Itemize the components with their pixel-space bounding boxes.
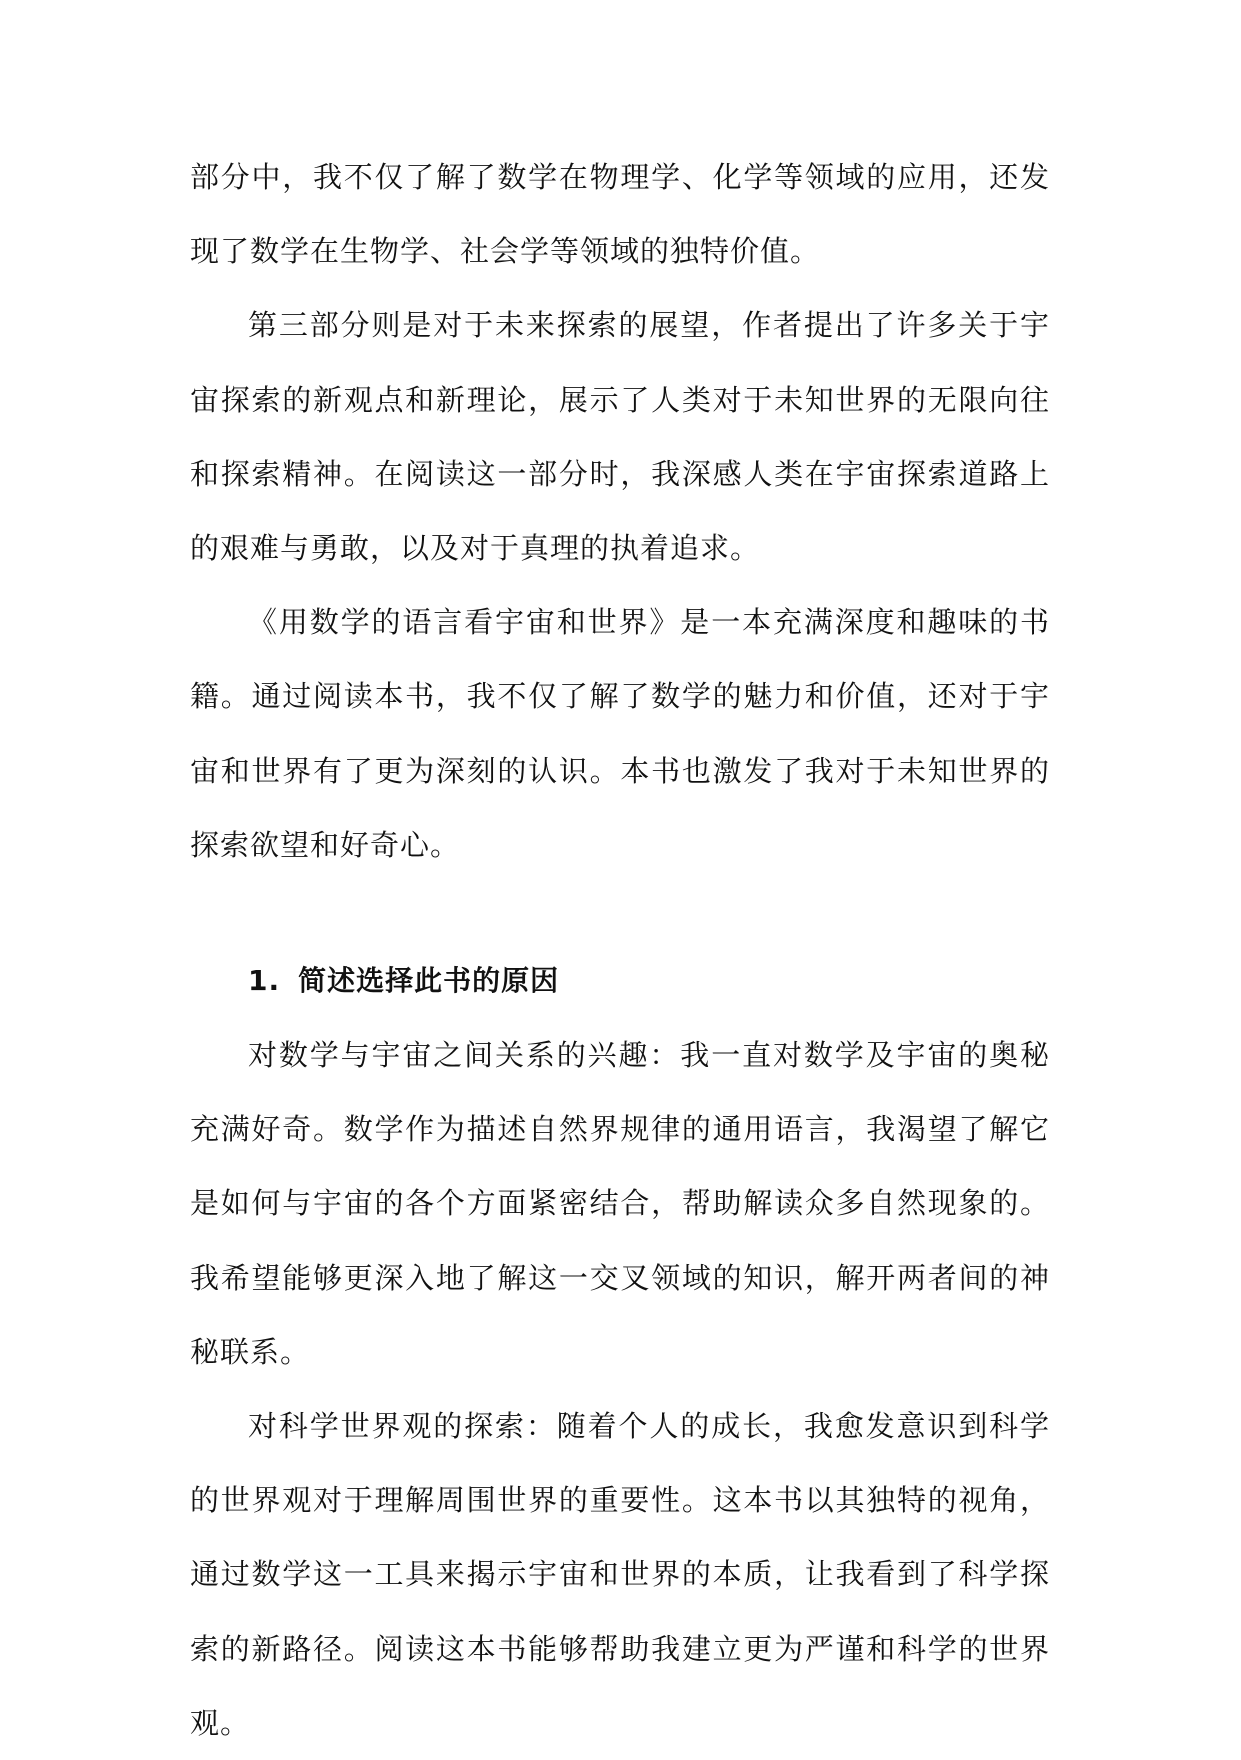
paragraph-continuation: 部分中，我不仅了解了数学在物理学、化学等领域的应用，还发现了数学在生物学、社会学等领域的独特价值。 <box>190 160 1050 269</box>
paragraph-book-summary: 《用数学的语言看宇宙和世界》是一本充满深度和趣味的书籍。通过阅读本书，我不仅了解了数学的魅力和价值，还对于宇宙和世界有了更为深刻的认识。本书也激发了我对于未知世界的探索欲望和好奇心。 <box>190 605 1050 862</box>
paragraph-part-three: 第三部分则是对于未来探索的展望，作者提出了许多关于宇宙探索的新观点和新理论，展示了人类对于未知世界的无限向往和探索精神。在阅读这一部分时，我深感人类在宇宙探索道路上的艰难与勇敢，以及对于真理的执着追求。 <box>190 308 1050 566</box>
paragraph-reason-interest: 对数学与宇宙之间关系的兴趣：我一直对数学及宇宙的奥秘充满好奇。数学作为描述自然界规律的通用语言，我渴望了解它是如何与宇宙的各个方面紧密结合，帮助解读众多自然现象的。我希望能够更深入地了解这一交叉领域的知识，解开两者间的神秘联系。 <box>190 1038 1050 1369</box>
paragraph-reason-worldview: 对科学世界观的探索：随着个人的成长，我愈发意识到科学的世界观对于理解周围世界的重要性。这本书以其独特的视角，通过数学这一工具来揭示宇宙和世界的本质，让我看到了科学探索的新路径。阅读这本书能够帮助我建立更为严谨和科学的世界观。 <box>190 1409 1050 1740</box>
document-body <box>190 140 1050 1760</box>
section-heading <box>190 944 1050 1018</box>
section-title: 简述选择此书的原因 <box>298 964 560 998</box>
section-number: 1. <box>248 964 281 998</box>
